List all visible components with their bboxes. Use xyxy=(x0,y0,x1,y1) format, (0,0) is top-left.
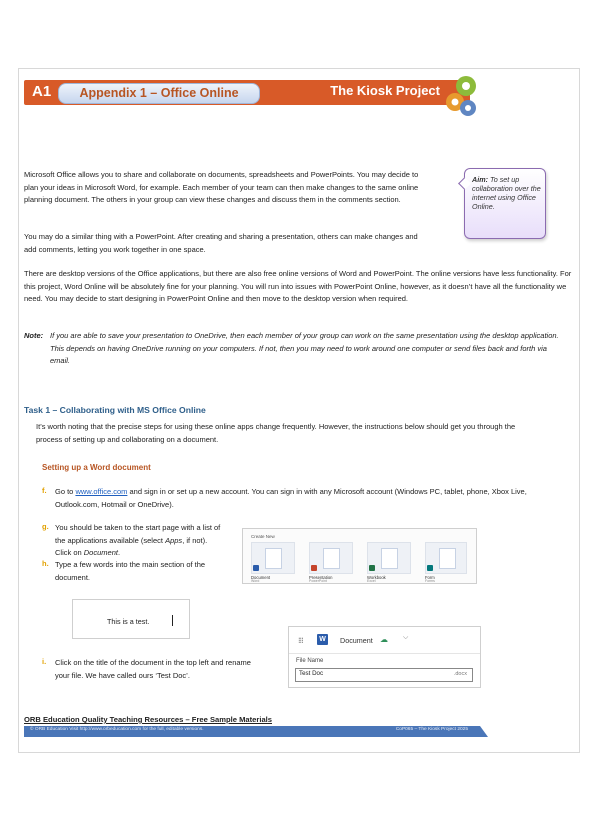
intro-paragraph-2: You may do a similar thing with a PowerPoint. After creating and sharing a presentation, others can make changes and add comments, letting you work together in one space. xyxy=(24,232,418,254)
powerpoint-icon xyxy=(311,565,317,571)
slide-thumbnail xyxy=(323,548,340,569)
presentation-label: Presentation xyxy=(309,575,333,580)
document-app: Word xyxy=(251,579,260,583)
word-icon xyxy=(253,565,259,571)
document-title[interactable]: Document xyxy=(340,636,373,645)
presentation-card[interactable] xyxy=(309,542,353,574)
footer-bar xyxy=(24,726,480,737)
rename-screenshot xyxy=(288,626,481,688)
form-thumbnail xyxy=(439,548,456,569)
note-label: Note: xyxy=(24,331,44,340)
task-intro: It’s worth noting that the precise steps for using these online apps change frequently. However, the instructions below should get you through the process of setting up and collaborating on a document. xyxy=(36,422,516,444)
form-card[interactable] xyxy=(425,542,467,574)
step-h-text: Type a few words into the main section of the document. xyxy=(55,560,206,582)
word-logo-icon: W xyxy=(317,634,328,645)
test-text-screenshot xyxy=(72,599,190,639)
gears-icon xyxy=(442,72,482,118)
step-g-mid: , if not). Click on xyxy=(55,535,208,557)
aim-label: Aim: xyxy=(472,175,488,184)
excel-icon xyxy=(369,565,375,571)
intro-paragraph-1: Microsoft Office allows you to share and collaborate on documents, spreadsheets and PowerPoints. You may decide to plan your ideas in Microsoft Word, for example. Each member of your team can then make changes to the same online planning document. The others in your group can view these changes and discuss them in the comments section. xyxy=(24,170,419,204)
step-g-letter: g. xyxy=(42,522,49,531)
create-new-screenshot xyxy=(242,528,477,584)
step-g-apps: Apps xyxy=(165,535,183,545)
step-i-text: Click on the title of the document in the top left and rename your file. We have called ours ‘Test Doc’. xyxy=(55,658,251,680)
aim-text xyxy=(472,175,542,211)
office-link[interactable]: www.office.com xyxy=(75,487,128,496)
header-banner xyxy=(24,80,470,105)
sub-heading: Setting up a Word document xyxy=(42,463,151,472)
page-title: Appendix 1 – Office Online xyxy=(79,86,239,100)
step-g-post: . xyxy=(117,548,121,557)
file-name-input[interactable] xyxy=(295,668,473,682)
appendix-code: A1 xyxy=(32,83,52,100)
sheet-thumbnail xyxy=(381,548,398,569)
file-name-label: File Name xyxy=(296,658,324,664)
document-card[interactable] xyxy=(251,542,295,574)
note-text: If you are able to save your presentation to OneDrive, then each member of your group can work on the same presentation using the desktop application. This depends on having OneDrive running on your computers. If not, then you may need to work around one computer or send files back and forth via email. xyxy=(50,331,559,365)
file-name-value: Test Doc xyxy=(299,670,324,677)
text-cursor xyxy=(172,615,173,626)
aim-body: To set up collaboration over the internet using Office Online. xyxy=(472,175,541,211)
workbook-card[interactable] xyxy=(367,542,411,574)
chevron-down-icon[interactable]: ⌵ xyxy=(403,634,409,641)
app-launcher-icon[interactable]: ⁝⁝⁝ xyxy=(298,636,303,645)
step-i-letter: i. xyxy=(42,657,47,666)
title-pill xyxy=(58,83,260,104)
step-f-pre: Go to xyxy=(55,487,76,496)
test-text: This is a test. xyxy=(107,617,150,626)
aim-callout xyxy=(464,168,546,239)
footer-arrow xyxy=(480,726,488,737)
footer-title: ORB Education Quality Teaching Resources – Free Sample Materials xyxy=(24,715,272,724)
footer-left: © ORB Education Visit http://www.orbeducation.com for the full, editable versions. xyxy=(30,727,204,732)
cloud-sync-icon: ☁ xyxy=(380,635,388,644)
step-g-pre: You should be taken to the start page with a list of the applications available (select xyxy=(55,523,221,545)
step-g-text xyxy=(55,522,225,560)
presentation-app: PowerPoint xyxy=(309,579,327,583)
step-g-document: Document xyxy=(83,548,118,557)
intro-paragraph-3: There are desktop versions of the Office applications, but there are also free online versions of Word and PowerPoint. The online versions have less functionality. For this project, Word Online will be absolutely fine for your planning. You will run into issues with PowerPoint Online, however, as it doesn’t have all the functionality we need. You may decide to start designing in PowerPoint Online and then move to the desktop version when required. xyxy=(24,269,572,303)
form-app: Forms xyxy=(425,579,435,583)
step-f-letter: f. xyxy=(42,486,47,495)
doc-thumbnail xyxy=(265,548,282,569)
file-extension: .docx xyxy=(453,671,467,677)
workbook-app: Excel xyxy=(367,579,376,583)
document-label: Document xyxy=(251,575,271,580)
step-h-letter: h. xyxy=(42,559,49,568)
step-f-post: and sign in or set up a new account. You can sign in with any Microsoft account (Windows PC, tablet, phone, Xbox Live, Outlook.com, Hotmail or OneDrive). xyxy=(55,487,527,509)
forms-icon xyxy=(427,565,433,571)
task-heading: Task 1 – Collaborating with MS Office Online xyxy=(24,405,206,415)
project-title: The Kiosk Project xyxy=(330,83,440,98)
footer-right: CoP065 – The Kiosk Project 2025 xyxy=(395,727,468,732)
form-label: Form xyxy=(425,575,435,580)
create-new-header: Create New xyxy=(251,534,275,539)
step-f-text xyxy=(55,486,535,511)
workbook-label: Workbook xyxy=(367,575,386,580)
